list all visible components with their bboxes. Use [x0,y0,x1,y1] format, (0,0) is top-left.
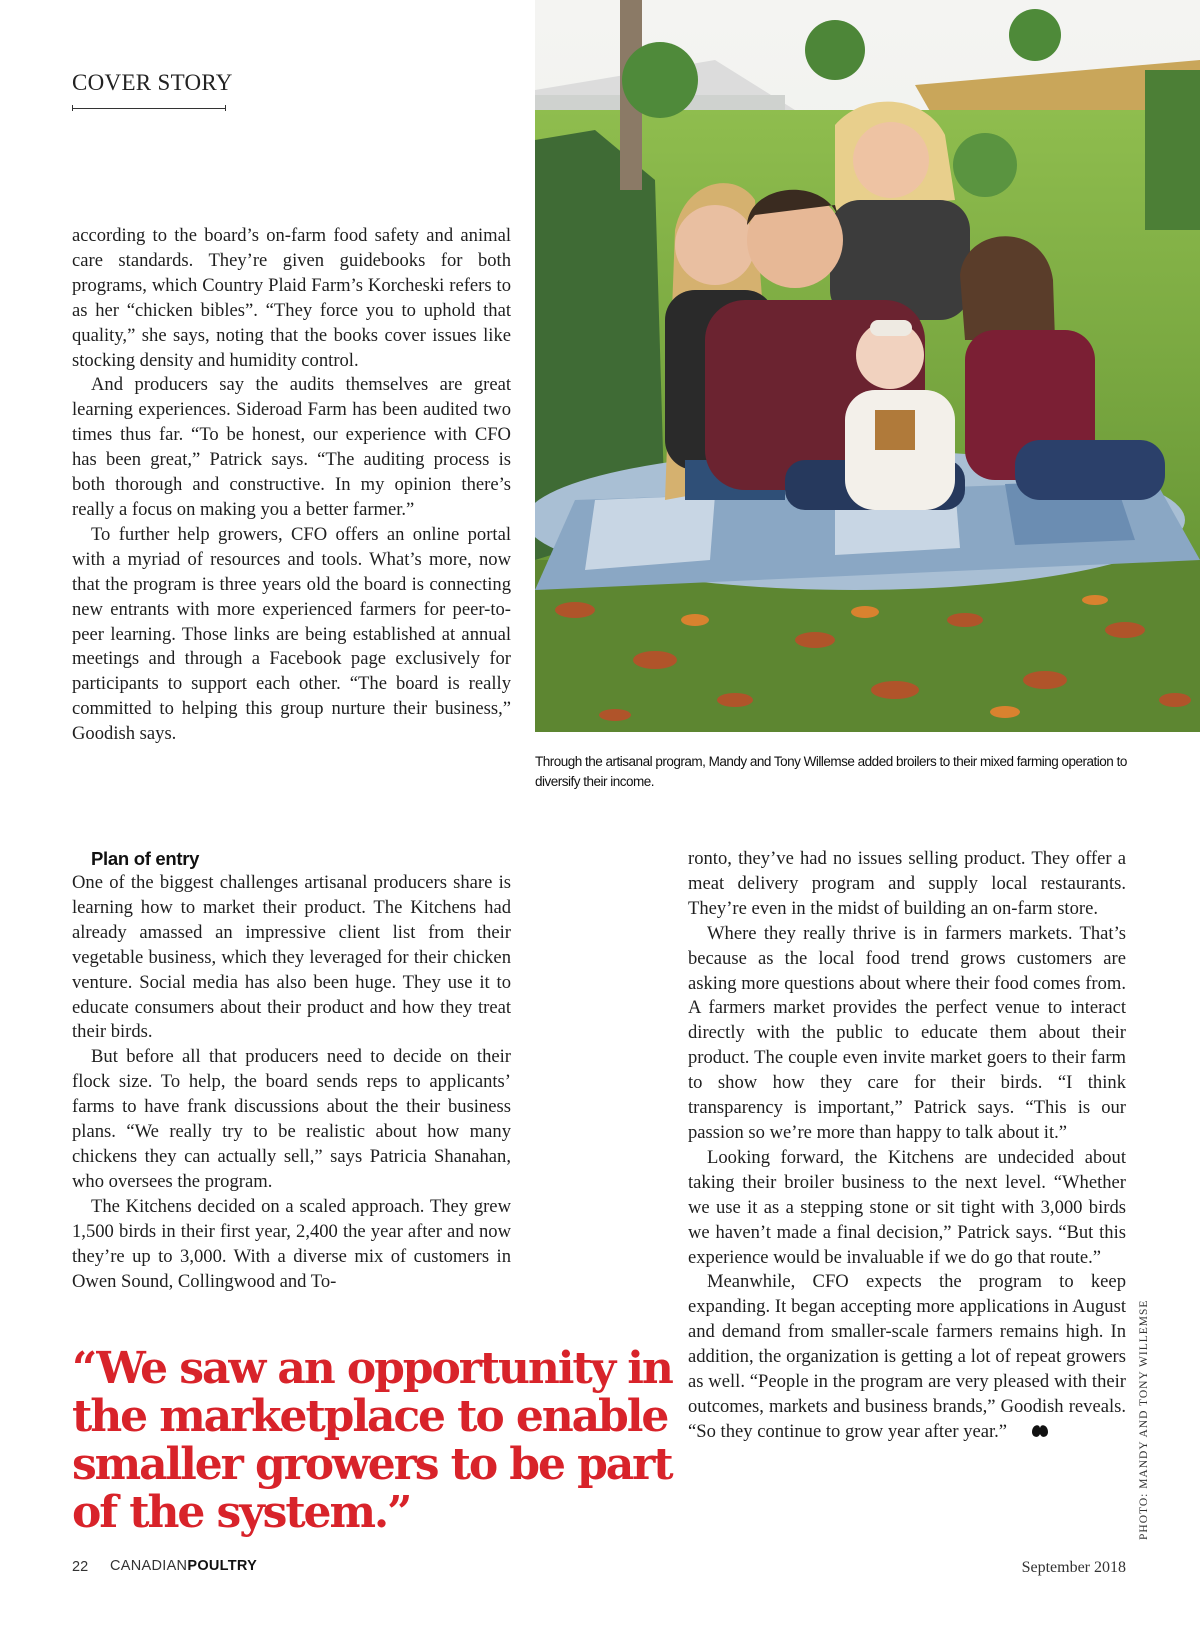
paragraph-last [688,1270,1126,1447]
pull-quote: “We saw an opportunity in the marketplace to enable smaller growers to be part of the system.” [72,1343,672,1538]
paragraph: One of the biggest challenges artisanal producers share is learning how to market their product. The Kitchens had already amassed an impressive client list from their vegetable business, which they leveraged for their chicken venture. Social media has also been huge. They use it to educate consumers about their product and how they treat their birds. [72,872,511,1043]
body-column-top [72,224,511,747]
paragraph-last-text: Meanwhile, CFO expects the program to keep expanding. It began accepting more applications in August and demand from smaller-scale farmers remains high. In addition, the organization is getting a lot of repeat growers as well. “People in the program are very pleased with their outcomes, markets and business brands,” Goodish reveals. “So they continue to grow year after year.” [688,1271,1126,1442]
paragraph: The Kitchens decided on a scaled approach. They grew 1,500 birds in their first year, 2,400 the year after and now they’re up to 3,000. With a diverse mix of customers in Owen Sound, Collingwood and To- [72,1195,511,1292]
section-label: COVER STORY [72,70,233,95]
magazine-name [110,1558,257,1574]
section-label-rule [72,108,226,109]
photo-credit: PHOTO: MANDY AND TONY WILLEMSE [1138,1299,1150,1540]
paragraph: And producers say the audits themselves are great learning experiences. Sideroad Farm has been audited two times thus far. “To be honest, our experience with CFO has been great,” Patrick says. “The auditing process is both thorough and constructive. In my opinion there’s really a focus on making you a better farmer.” [72,374,511,520]
body-column-left [72,847,511,1294]
page-number: 22 [72,1559,89,1575]
leaf-end-mark-icon [1011,1422,1050,1448]
paragraph: But before all that producers need to decide on their flock size. To help, the board sends reps to applicants’ farms to have frank discussions about the their business plans. “We really try to be realistic about how many chickens they can actually sell,” says Patricia Shanahan, who oversees the program. [72,1046,511,1192]
paragraph: Where they really thrive is in farmers markets. That’s because as the local food trend grows customers are asking more questions about where their food comes from. A farmers market provides the perfect venue to interact directly with the public to educate them about their product. The couple even invite market goers to their farm to show how they care for their birds. “I think transparency is important,” Patrick says. “This is our passion so we’re more than happy to talk about it.” [688,922,1126,1143]
subheading: Plan of entry [91,848,200,869]
magazine-name-bold: POULTRY [187,1558,258,1574]
family-photo [535,0,1200,732]
paragraph: ronto, they’ve had no issues selling product. They offer a meat delivery program and supply local restaurants. They’re even in the midst of building an on-farm store. [688,848,1126,919]
paragraph: Looking forward, the Kitchens are undecided about taking their broiler business to the next level. “Whether we use it as a stepping stone or sit tight with 3,000 birds we haven’t made a final decision,” Patrick says. “But this experience would be invaluable if we do go that route.” [688,1146,1126,1268]
issue-date: September 2018 [1021,1559,1126,1576]
paragraph: To further help growers, CFO offers an online portal with a myriad of resources and tools. What’s more, now that the program is three years old the board is connecting new entrants with more experienced farmers for peer-to-peer learning. Those links are being established at annual meetings and through a Facebook page exclusively for participants to support each other. “The board is really committed to helping this group nurture their business,” Goodish says. [72,523,511,745]
magazine-name-prefix: CANADIAN [110,1558,188,1574]
photo-caption: Through the artisanal program, Mandy and Tony Willemse added broilers to their mixed farming operation to diversify their income. [535,754,1127,789]
body-column-right [688,847,1126,1448]
paragraph: according to the board’s on-farm food safety and animal care standards. They’re given guidebooks for both programs, which Country Plaid Farm’s Korcheski refers to as her “chicken bibles”. “They force you to uphold that quality,” she says, noting that the books cover issues like stocking density and humidity control. [72,225,511,371]
